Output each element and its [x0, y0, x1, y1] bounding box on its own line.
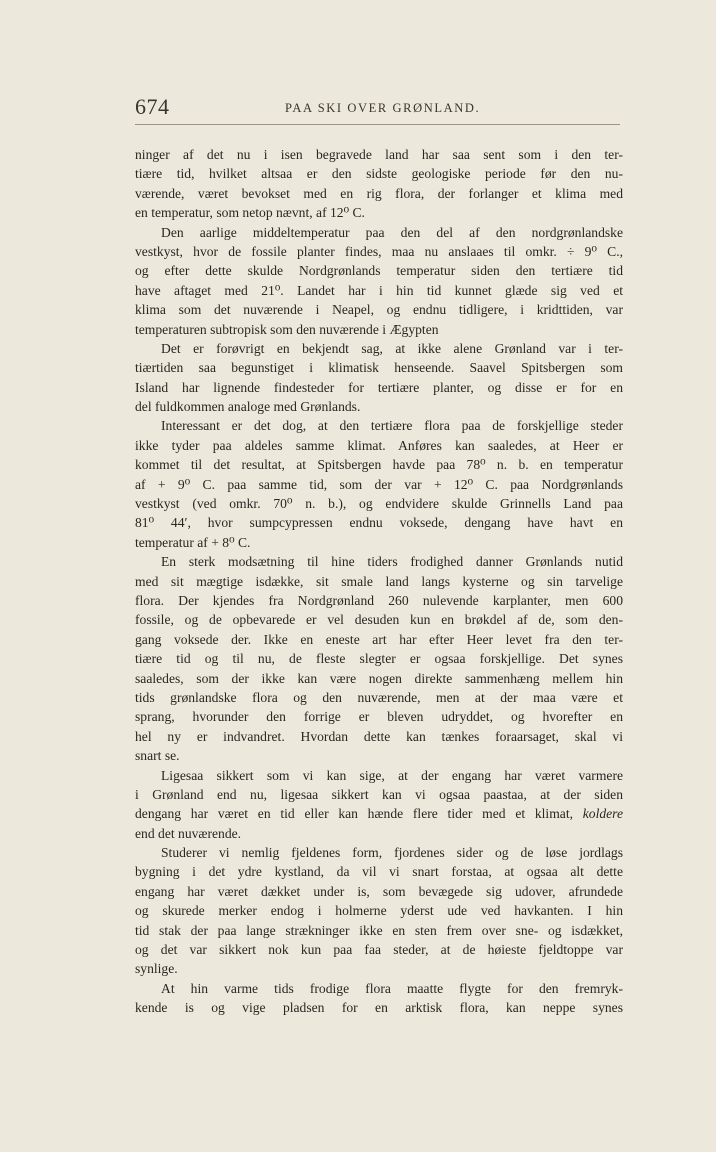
text-line: En sterk modsætning til hine tiders frodighed danner Grønlands nutid	[161, 554, 623, 570]
text-line: og det var sikkert nok kun paa faa steder, at de høieste fjeldtoppe var	[135, 942, 623, 958]
text-line: bygning i det ydre kystland, da vil vi snart forstaa, at ogsaa alt dette	[135, 864, 623, 880]
text-line: vestkyst, hvor de fossile planter findes, maa nu anslaaes til omkr. ÷ 9⁰ C.,	[135, 243, 623, 259]
page-number: 674	[135, 94, 170, 119]
paragraph-7	[135, 843, 623, 979]
text-line: saaledes, som der ikke kan være nogen direkte sammenhæng mellem hin	[135, 670, 623, 686]
text-line: engang har været dækket under is, som bevægede sig udover, afrundede	[135, 883, 623, 899]
running-head: PAA SKI OVER GRØNLAND.	[285, 101, 481, 115]
text-line: temperatur af + 8⁰ C.	[135, 534, 251, 550]
text-line: ninger af det nu i isen begravede land har saa sent som i den ter-	[135, 147, 623, 162]
text-line: tids grønlandske flora og den nuværende, men at der maa være et	[135, 689, 623, 705]
paragraph-8	[135, 979, 623, 1018]
text-line: med sit mægtige isdække, sit smale land langs kysterne og sin tarvelige	[135, 573, 623, 589]
text-line: Island har lignende findesteder for tertiære planter, og disse er for en	[135, 379, 623, 395]
paragraph-3	[135, 339, 623, 417]
text-line: Interessant er det dog, at den tertiære flora paa de forskjellige steder	[161, 418, 623, 434]
text-line: hel ny er indvandret. Hvordan dette kan tænkes foraarsaget, skal vi	[135, 728, 623, 744]
text-line: tiærtiden saa begunstiget i klimatisk henseende. Saavel Spitsbergen som	[135, 360, 623, 376]
text-line: 81⁰ 44′, hvor sumpcypressen endnu voksede, dengang have havt en	[135, 515, 623, 531]
text-line: Ligesaa sikkert som vi kan sige, at der engang har været varmere	[161, 767, 623, 783]
text-line: kommet til det resultat, at Spitsbergen havde paa 78⁰ n. b. en temperatur	[135, 457, 623, 473]
paragraph-5	[135, 552, 623, 765]
body-text	[135, 145, 623, 1018]
text-line: kende is og vige pladsen for en arktisk flora, kan neppe synes	[135, 1000, 623, 1016]
text-line: snart se.	[135, 748, 180, 764]
text-line: tid stak der paa lange strækninger ikke en sten frem over sne- og isdækket,	[135, 922, 623, 938]
text-line: ikke tyder paa aldeles samme klimat. Anføres kan saaledes, at Heer er	[135, 437, 623, 453]
text-line: tiære tid, hvilket altsaa er den sidste geologiske periode før den nu-	[135, 166, 623, 182]
text-line: værende, været bevokset med en rig flora, der forlanger et klima med	[135, 185, 623, 201]
text-line: sprang, hvorunder den forrige er bleven udryddet, og hvorefter en	[135, 709, 623, 725]
text-line: gang voksede der. Ikke en eneste art har efter Heer levet fra den ter-	[135, 631, 623, 647]
text-line: tiære tid og til nu, de fleste slegter er ogsaa forskjellige. Det synes	[135, 651, 623, 667]
header-rule	[135, 124, 620, 125]
text-line-start: dengang har været en tid eller kan hænde flere tider med et klimat,	[135, 806, 573, 822]
text-line: i Grønland end nu, ligesaa sikkert kan vi ogsaa paastaa, at der siden	[135, 786, 623, 802]
text-line-with-italic	[135, 804, 623, 823]
text-line: Den aarlige middeltemperatur paa den del af den nordgrønlandske	[161, 224, 623, 240]
text-line: Studerer vi nemlig fjeldenes form, fjordenes sider og de løse jordlags	[161, 845, 623, 861]
italic-word: koldere	[582, 806, 623, 822]
text-line: end det nuværende.	[135, 825, 242, 841]
text-line: del fuldkommen analoge med Grønlands.	[135, 399, 361, 415]
text-line: og efter dette skulde Nordgrønlands temperatur siden den tertiære tid	[135, 263, 623, 279]
text-line: en temperatur, som netop nævnt, af 12⁰ C.	[135, 205, 365, 221]
text-line: At hin varme tids frodige flora maatte flygte for den fremryk-	[161, 980, 623, 996]
text-line: og skurede merker endog i holmerne yderst ude ved havkanten. I hin	[135, 903, 623, 919]
text-line: have aftaget med 21⁰. Landet har i hin tid kunnet glæde sig ved et	[135, 282, 623, 298]
text-line: af + 9⁰ C. paa samme tid, som der var + 12⁰ C. paa Nordgrønlands	[135, 476, 623, 492]
text-line: vestkyst (ved omkr. 70⁰ n. b.), og endvidere skulde Grinnells Land paa	[135, 496, 623, 512]
page-header	[135, 92, 620, 120]
paragraph-1	[135, 145, 623, 223]
text-line: fossile, og de opbevarede er vel desuden kun en brøkdel af de, som den-	[135, 612, 623, 628]
text-line: synlige.	[135, 961, 178, 977]
paragraph-6	[135, 766, 623, 844]
text-line: Det er forøvrigt en bekjendt sag, at ikke alene Grønland var i ter-	[161, 340, 623, 356]
paragraph-2	[135, 223, 623, 339]
paragraph-4	[135, 416, 623, 552]
text-line: klima som det nuværende i Neapel, og endnu tidligere, i kridttiden, var	[135, 302, 623, 318]
text-line: flora. Der kjendes fra Nordgrønland 260 nulevende karplanter, men 600	[135, 592, 623, 608]
text-line: temperaturen subtropisk som den nuværende i Ægypten	[135, 321, 439, 337]
